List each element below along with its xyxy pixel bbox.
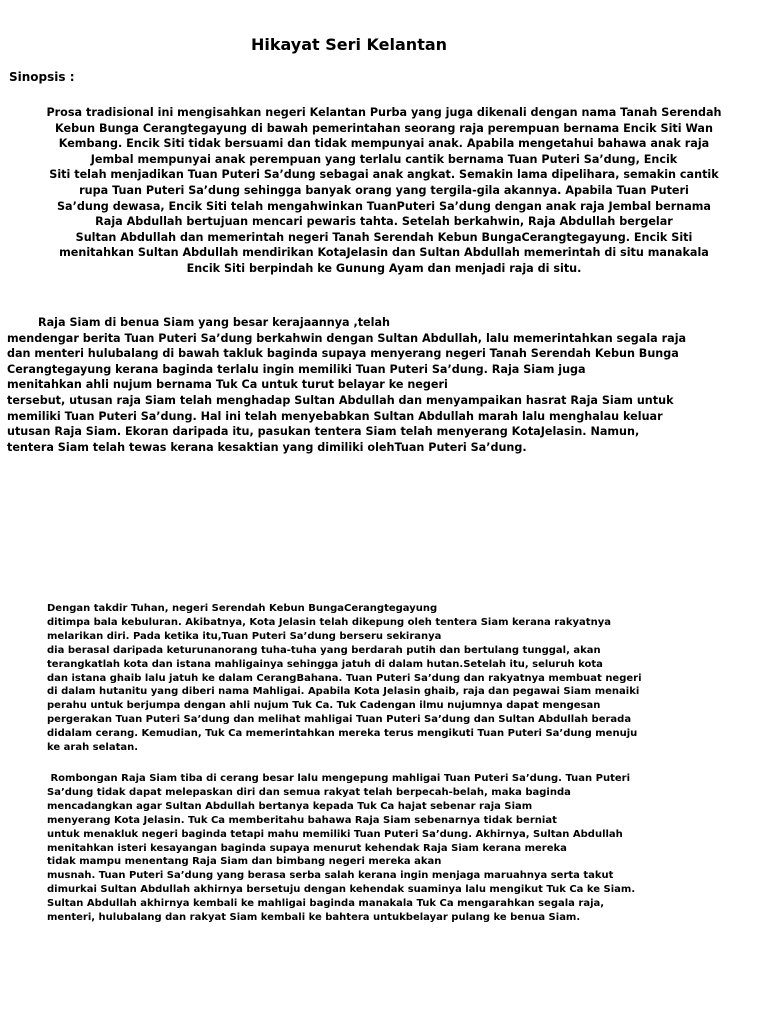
text-line: didalam cerang. Kemudian, Tuk Ca memerintahkan mereka terus mengikuti Tuan Puteri Sa’dung menuju xyxy=(47,728,638,740)
sinopsis-label: Sinopsis : xyxy=(9,70,75,84)
text-line: Prosa tradisional ini mengisahkan negeri Kelantan Purba yang juga dikenali dengan nama Tanah Serendah xyxy=(46,106,722,119)
text-line: Sa’dung dewasa, Encik Siti telah mengahwinkan TuanPuteri Sa’dung dengan anak raja Jembal bernama xyxy=(57,199,711,213)
text-line: memiliki Tuan Puteri Sa’dung. Hal ini telah menyebabkan Sultan Abdullah marah lalu menghalau keluar xyxy=(7,409,663,423)
text-line: dimurkai Sultan Abdullah akhirnya bersetuju dengan kehendak suaminya lalu mengikut Tuk Ca ke Siam. xyxy=(47,884,636,896)
text-line: terangkatlah kota dan istana mahligainya sehingga jatuh di dalam hutan.Setelah itu, seluruh kota xyxy=(47,658,603,670)
text-line: tidak mampu menentang Raja Siam dan bimbang negeri mereka akan xyxy=(47,856,442,868)
text-line: tentera Siam telah tewas kerana kesaktian yang dimiliki olehTuan Puteri Sa’dung. xyxy=(7,440,527,454)
paragraph-takdir-tuhan xyxy=(47,602,747,755)
text-line: menteri, hulubalang dan rakyat Siam kembali ke bahtera untukbelayar pulang ke benua Siam. xyxy=(47,912,581,924)
text-line: tersebut, utusan raja Siam telah menghadap Sultan Abdullah dan menyampaikan hasrat Raja Siam untuk xyxy=(7,393,674,407)
text-line: ditimpa bala kebuluran. Akibatnya, Kota Jelasin telah dikepung oleh tentera Siam kerana rakyatnya xyxy=(47,616,611,628)
text-line: dan menteri hulubalang di bawah takluk baginda supaya menyerang negeri Tanah Serendah Kebun Bunga xyxy=(7,347,679,361)
text-line: ke arah selatan. xyxy=(47,742,139,754)
text-line: mencadangkan agar Sultan Abdullah bertanya kepada Tuk Ca hajat sebenar raja Siam xyxy=(47,800,533,812)
text-line: untuk menakluk negeri baginda tetapi mahu memiliki Tuan Puteri Sa’dung. Akhirnya, Sultan Abdullah xyxy=(47,828,623,840)
text-line: Encik Siti berpindah ke Gunung Ayam dan menjadi raja di situ. xyxy=(186,261,582,275)
text-line: dia berasal daripada keturunanorang tuha-tuha yang berdarah putih dan bertulang tunggal, akan xyxy=(47,644,601,656)
text-line: mendengar berita Tuan Puteri Sa’dung berkahwin dengan Sultan Abdullah, lalu memerintahkan segala raja xyxy=(7,331,687,345)
paragraph-rombongan xyxy=(47,772,747,925)
text-line: Dengan takdir Tuhan, negeri Serendah Kebun BungaCerangtegayung xyxy=(47,603,438,614)
text-line: Siti telah menjadikan Tuan Puteri Sa’dung sebagai anak angkat. Semakin lama dipelihara, semakin cantik xyxy=(49,168,719,182)
paragraph-raja-siam xyxy=(7,315,761,455)
text-line: menyerang Kota Jelasin. Tuk Ca memberitahu bahawa Raja Siam sebenarnya tidak berniat xyxy=(47,814,557,826)
text-line: Jembal mempunyai anak perempuan yang terlalu cantik bernama Tuan Puteri Sa’dung, Encik xyxy=(90,152,678,166)
text-line: Kembang. Encik Siti tidak bersuami dan tidak mempunyai anak. Apabila mengetahui bahawa anak raja xyxy=(58,137,710,151)
text-line: di dalam hutanitu yang diberi nama Mahligai. Apabila Kota Jelasin ghaib, raja dan pegawai Siam menaiki xyxy=(47,686,640,698)
text-line: Kebun Bunga Cerangtegayung di bawah pemerintahan seorang raja perempuan bernama Encik Siti Wan xyxy=(55,121,713,135)
text-line: menitahkan isteri kesayangan baginda supaya menurut kehendak Raja Siam kerana mereka xyxy=(47,842,567,854)
text-line: melarikan diri. Pada ketika itu,Tuan Puteri Sa’dung berseru sekiranya xyxy=(47,630,442,642)
text-line: perahu untuk berjumpa dengan ahli nujum Tuk Ca. Tuk Cadengan ilmu nujumnya dapat mengesan xyxy=(47,700,601,712)
text-line: utusan Raja Siam. Ekoran daripada itu, pasukan tentera Siam telah menyerang KotaJelasin. Namun, xyxy=(7,425,640,439)
text-line: pergerakan Tuan Puteri Sa’dung dan melihat mahligai Tuan Puteri Sa’dung dan Sultan Abdullah berada xyxy=(47,714,632,726)
text-line: rupa Tuan Puteri Sa’dung sehingga banyak orang yang tergila-gila akannya. Apabila Tuan Puteri xyxy=(79,183,689,197)
text-line: musnah. Tuan Puteri Sa’dung yang berasa serba salah kerana ingin menjaga maruahnya serta takut xyxy=(47,870,614,882)
text-line: Sa’dung tidak dapat melepaskan diri dan semua rakyat telah berpecah-belah, maka baginda xyxy=(47,786,571,798)
paragraph-synopsis xyxy=(7,105,761,277)
text-line: menitahkan ahli nujum bernama Tuk Ca untuk turut belayar ke negeri xyxy=(7,378,448,392)
text-line: Raja Siam di benua Siam yang besar kerajaannya ,telah xyxy=(38,316,390,329)
text-line: Cerangtegayung kerana baginda terlalu ingin memiliki Tuan Puteri Sa’dung. Raja Siam juga xyxy=(7,362,586,376)
text-line: Rombongan Raja Siam tiba di cerang besar lalu mengepung mahligai Tuan Puteri Sa’dung. Tuan Puteri xyxy=(47,773,631,784)
document-title: Hikayat Seri Kelantan xyxy=(250,35,448,54)
text-line: menitahkan Sultan Abdullah mendirikan KotaJelasin dan Sultan Abdullah memerintah di situ manakala xyxy=(59,246,709,260)
text-line: Sultan Abdullah akhirnya kembali ke mahligai baginda manakala Tuk Ca mengarahkan segala raja, xyxy=(47,898,605,910)
text-line: dan istana ghaib lalu jatuh ke dalam CerangBahana. Tuan Puteri Sa’dung dan rakyatnya membuat negeri xyxy=(47,672,642,684)
text-line: Raja Abdullah bertujuan mencari pewaris tahta. Setelah berkahwin, Raja Abdullah bergelar xyxy=(95,215,673,229)
text-line: Sultan Abdullah dan memerintah negeri Tanah Serendah Kebun BungaCerangtegayung. Encik Siti xyxy=(75,230,693,244)
